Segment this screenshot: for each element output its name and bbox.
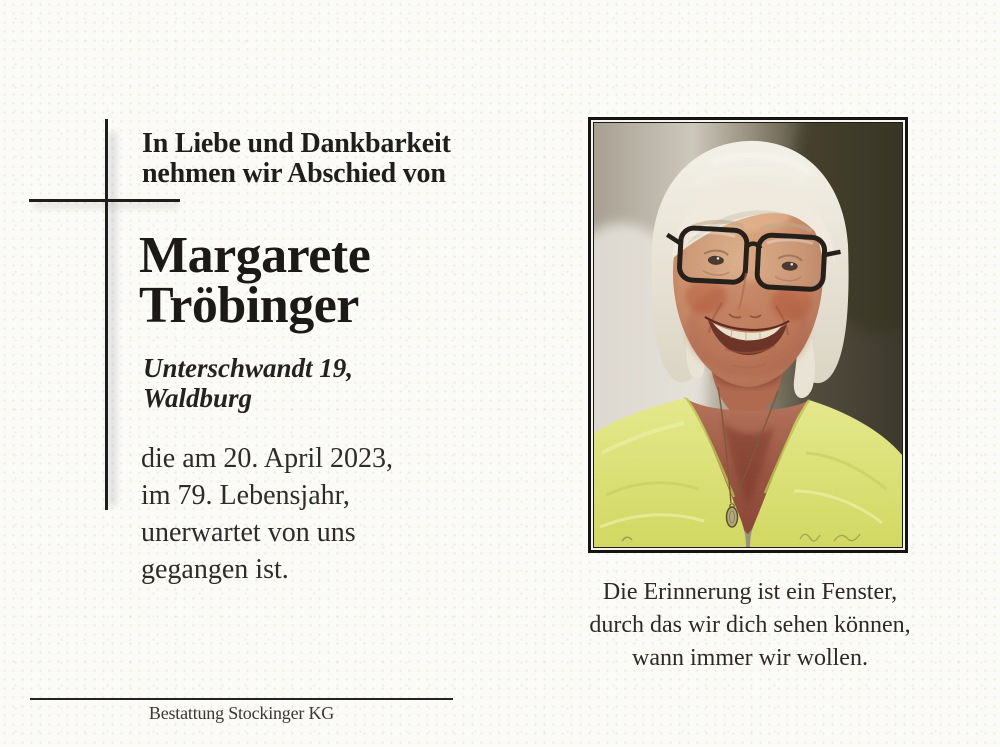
memorial-quote <box>538 576 962 675</box>
intro-line-1: In Liebe und Dankbarkeit <box>142 128 451 159</box>
obituary-line-3: unerwartet von uns <box>141 517 356 548</box>
funeral-home-name: Bestattung Stockinger KG <box>148 703 335 723</box>
address-line-2: Waldburg <box>143 383 253 413</box>
quote-line-3: wann immer wir wollen. <box>632 645 868 671</box>
intro-line-2: nehmen wir Abschied von <box>142 158 446 189</box>
deceased-name-line-1: Margarete <box>139 227 371 284</box>
obituary-line-1: die am 20. April 2023, <box>141 443 393 474</box>
cross-vertical-bar <box>105 119 108 510</box>
cross-shadow-vertical <box>108 132 117 506</box>
obituary-line-4: gegangen ist. <box>141 554 289 585</box>
obituary-line-2: im 79. Lebensjahr, <box>141 480 350 511</box>
deceased-name <box>139 227 371 334</box>
address-text <box>143 353 353 413</box>
portrait-inner-frame <box>593 122 903 548</box>
quote-line-1: Die Erinnerung ist ein Fenster, <box>602 579 898 605</box>
deceased-name-line-2: Tröbinger <box>139 277 359 334</box>
intro-text <box>142 129 451 189</box>
portrait-frame <box>588 117 908 553</box>
obituary-text <box>141 440 393 588</box>
portrait-photo <box>594 123 902 547</box>
cross-horizontal-bar <box>29 199 180 202</box>
address-line-1: Unterschwandt 19, <box>143 353 354 383</box>
footer-divider <box>30 698 453 700</box>
quote-line-2: durch das wir dich sehen können, <box>589 612 911 638</box>
